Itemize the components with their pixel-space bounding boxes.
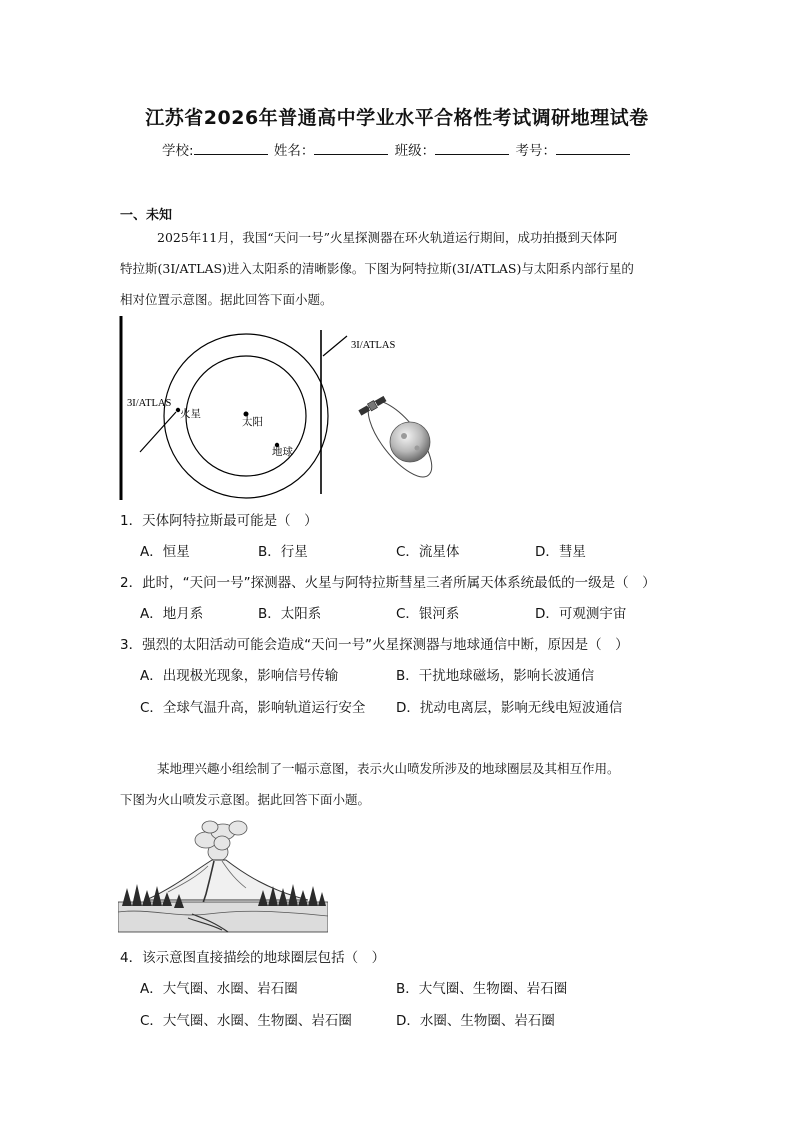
student-info-line	[0, 139, 794, 159]
q1-option-b[interactable]: B．行星	[258, 544, 308, 560]
mars-globe	[390, 422, 430, 462]
q4-option-b[interactable]: B．大气圈、生物圈、岩石圈	[396, 981, 568, 997]
passage-1-line-2: 特拉斯(3I/ATLAS)进入太阳系的清晰影像。下图为阿特拉斯(3I/ATLAS)与太阳系内部行星的	[120, 261, 634, 276]
q2-option-c[interactable]: C．银河系	[396, 606, 460, 622]
q4-option-a[interactable]: A．大气圈、水圈、岩石圈	[140, 981, 298, 997]
solar-system-figure	[110, 312, 450, 504]
class-label: 班级：	[394, 143, 436, 159]
name-label: 姓名：	[273, 143, 315, 159]
q2-option-a[interactable]: A．地月系	[140, 606, 204, 622]
volcano-figure	[118, 818, 328, 936]
satellite-icon	[358, 395, 387, 416]
passage-2-line-1: 某地理兴趣小组绘制了一幅示意图，表示火山喷发所涉及的地球圈层及其相互作用。	[157, 761, 620, 776]
label-earth: 地球	[272, 447, 293, 458]
question-1-stem: 1．天体阿特拉斯最可能是（ ）	[120, 513, 318, 529]
passage-2-line-2: 下图为火山喷发示意图。据此回答下面小题。	[120, 792, 371, 807]
ash-plume	[195, 821, 247, 861]
passage-1-line-3: 相对位置示意图。据此回答下面小题。	[120, 292, 333, 307]
q2-option-d[interactable]: D．可观测宇宙	[535, 606, 627, 622]
comet-path-right	[323, 336, 347, 356]
question-4-stem: 4．该示意图直接描绘的地球圈层包括（ ）	[120, 950, 386, 966]
section-heading: 一、未知	[120, 208, 173, 223]
label-sun: 太阳	[242, 417, 263, 428]
number-label: 考号：	[515, 143, 556, 159]
q1-option-c[interactable]: C．流星体	[396, 544, 460, 560]
class-blank[interactable]	[435, 141, 509, 155]
name-blank[interactable]	[314, 141, 388, 155]
q3-option-c[interactable]: C．全球气温升高，影响轨道运行安全	[140, 700, 366, 716]
label-comet-right: 3I/ATLAS	[351, 340, 396, 351]
question-2-stem: 2．此时，“天问一号”探测器、火星与阿特拉斯彗星三者所属天体系统最低的一级是（ ）	[120, 575, 656, 591]
q3-option-d[interactable]: D．扰动电离层，影响无线电短波通信	[396, 700, 623, 716]
passage-2	[120, 753, 700, 815]
q2-option-b[interactable]: B．太阳系	[258, 606, 322, 622]
label-comet-left: 3I/ATLAS	[127, 398, 172, 409]
comet-path-left	[140, 412, 176, 452]
q1-option-a[interactable]: A．恒星	[140, 544, 190, 560]
q4-option-c[interactable]: C．大气圈、水圈、生物圈、岩石圈	[140, 1013, 352, 1029]
probe-illustration	[357, 392, 442, 487]
q3-option-a[interactable]: A．出现极光现象，影响信号传输	[140, 668, 339, 684]
question-3-stem: 3．强烈的太阳活动可能会造成“天问一号”火星探测器与地球通信中断，原因是（ ）	[120, 637, 629, 653]
number-blank[interactable]	[556, 141, 630, 155]
passage-1	[120, 222, 680, 315]
passage-1-line-1: 2025年11月，我国“天问一号”火星探测器在环火轨道运行期间，成功拍摄到天体阿	[157, 230, 618, 245]
school-blank[interactable]	[194, 141, 268, 155]
ground	[118, 902, 328, 932]
school-label: 学校:	[162, 143, 194, 159]
q3-option-b[interactable]: B．干扰地球磁场，影响长波通信	[396, 668, 595, 684]
exam-title: 江苏省2026年普通高中学业水平合格性考试调研地理试卷	[145, 107, 649, 129]
sun-dot	[244, 412, 249, 417]
label-mars: 火星	[180, 409, 201, 420]
q4-option-d[interactable]: D．水圈、生物圈、岩石圈	[396, 1013, 555, 1029]
q1-option-d[interactable]: D．彗星	[535, 544, 586, 560]
